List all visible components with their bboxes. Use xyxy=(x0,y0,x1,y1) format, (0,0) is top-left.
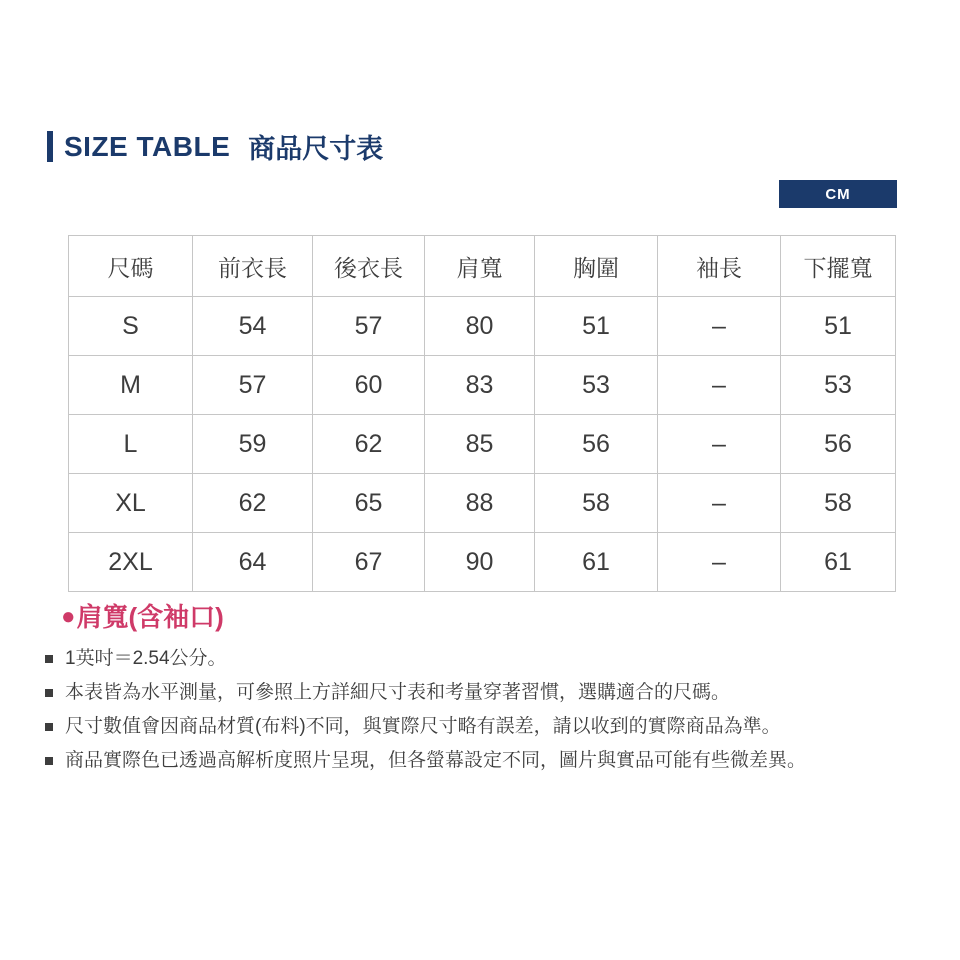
square-bullet-icon xyxy=(45,757,53,765)
measurement-cell-front-length: 57 xyxy=(193,356,313,415)
measurement-cell-front-length: 62 xyxy=(193,474,313,533)
measurement-cell-back-length: 57 xyxy=(313,297,425,356)
column-header-shoulder-width: 肩寬 xyxy=(425,236,535,297)
measurement-cell-front-length: 59 xyxy=(193,415,313,474)
measurement-cell-sleeve-length: – xyxy=(658,356,781,415)
size-table-header-row xyxy=(69,236,896,297)
circle-bullet-icon: ● xyxy=(61,603,76,630)
measurement-cell-chest-width: 53 xyxy=(535,356,658,415)
measurement-cell-front-length: 54 xyxy=(193,297,313,356)
measurement-cell-sleeve-length: – xyxy=(658,297,781,356)
size-label: L xyxy=(69,415,193,474)
measurement-cell-sleeve-length: – xyxy=(658,415,781,474)
column-header-front-length: 前衣長 xyxy=(193,236,313,297)
note-item xyxy=(45,710,945,744)
title-accent-bar xyxy=(47,131,53,162)
measurement-cell-sleeve-length: – xyxy=(658,474,781,533)
note-item xyxy=(45,642,945,676)
measurement-cell-hem-width: 58 xyxy=(781,474,896,533)
column-header-chest-width: 胸圍 xyxy=(535,236,658,297)
measurement-cell-hem-width: 51 xyxy=(781,297,896,356)
column-header-back-length: 後衣長 xyxy=(313,236,425,297)
measurement-cell-back-length: 67 xyxy=(313,533,425,592)
measurement-cell-front-length: 64 xyxy=(193,533,313,592)
size-row-S xyxy=(69,297,896,356)
note-text: 1英吋＝2.54公分。 xyxy=(65,648,227,669)
measurement-cell-shoulder-width: 85 xyxy=(425,415,535,474)
square-bullet-icon xyxy=(45,655,53,663)
measurement-cell-back-length: 60 xyxy=(313,356,425,415)
size-label: S xyxy=(69,297,193,356)
measurement-cell-chest-width: 58 xyxy=(535,474,658,533)
note-item xyxy=(45,676,945,710)
measurement-cell-shoulder-width: 80 xyxy=(425,297,535,356)
unit-badge: CM xyxy=(779,180,897,208)
column-header-sleeve-length: 袖長 xyxy=(658,236,781,297)
shoulder-width-note-text: 肩寬(含袖口) xyxy=(76,602,224,632)
measurement-cell-sleeve-length: – xyxy=(658,533,781,592)
column-header-size: 尺碼 xyxy=(69,236,193,297)
square-bullet-icon xyxy=(45,723,53,731)
size-row-2XL xyxy=(69,533,896,592)
measurement-cell-hem-width: 56 xyxy=(781,415,896,474)
column-header-hem-width: 下擺寬 xyxy=(781,236,896,297)
measurement-cell-shoulder-width: 88 xyxy=(425,474,535,533)
measurement-cell-hem-width: 53 xyxy=(781,356,896,415)
notes-list xyxy=(45,642,945,778)
note-text: 本表皆為水平測量，可參照上方詳細尺寸表和考量穿著習慣，選購適合的尺碼。 xyxy=(65,682,731,703)
section-title-en: SIZE TABLE xyxy=(64,130,231,162)
note-item xyxy=(45,744,945,778)
measurement-cell-chest-width: 61 xyxy=(535,533,658,592)
note-text: 商品實際色已透過高解析度照片呈現，但各螢幕設定不同，圖片與實品可能有些微差異。 xyxy=(65,750,807,771)
section-title-zh: 商品尺寸表 xyxy=(248,134,384,164)
measurement-cell-shoulder-width: 83 xyxy=(425,356,535,415)
measurement-cell-back-length: 62 xyxy=(313,415,425,474)
size-label: 2XL xyxy=(69,533,193,592)
size-row-L xyxy=(69,415,896,474)
size-row-M xyxy=(69,356,896,415)
size-label: M xyxy=(69,356,193,415)
size-table xyxy=(68,235,896,592)
section-title xyxy=(47,127,383,166)
measurement-cell-shoulder-width: 90 xyxy=(425,533,535,592)
measurement-cell-hem-width: 61 xyxy=(781,533,896,592)
measurement-cell-chest-width: 56 xyxy=(535,415,658,474)
measurement-cell-chest-width: 51 xyxy=(535,297,658,356)
note-text: 尺寸數值會因商品材質(布料)不同，與實際尺寸略有誤差，請以收到的實際商品為準。 xyxy=(65,716,781,737)
size-label: XL xyxy=(69,474,193,533)
size-row-XL xyxy=(69,474,896,533)
shoulder-width-note xyxy=(61,600,224,634)
square-bullet-icon xyxy=(45,689,53,697)
measurement-cell-back-length: 65 xyxy=(313,474,425,533)
